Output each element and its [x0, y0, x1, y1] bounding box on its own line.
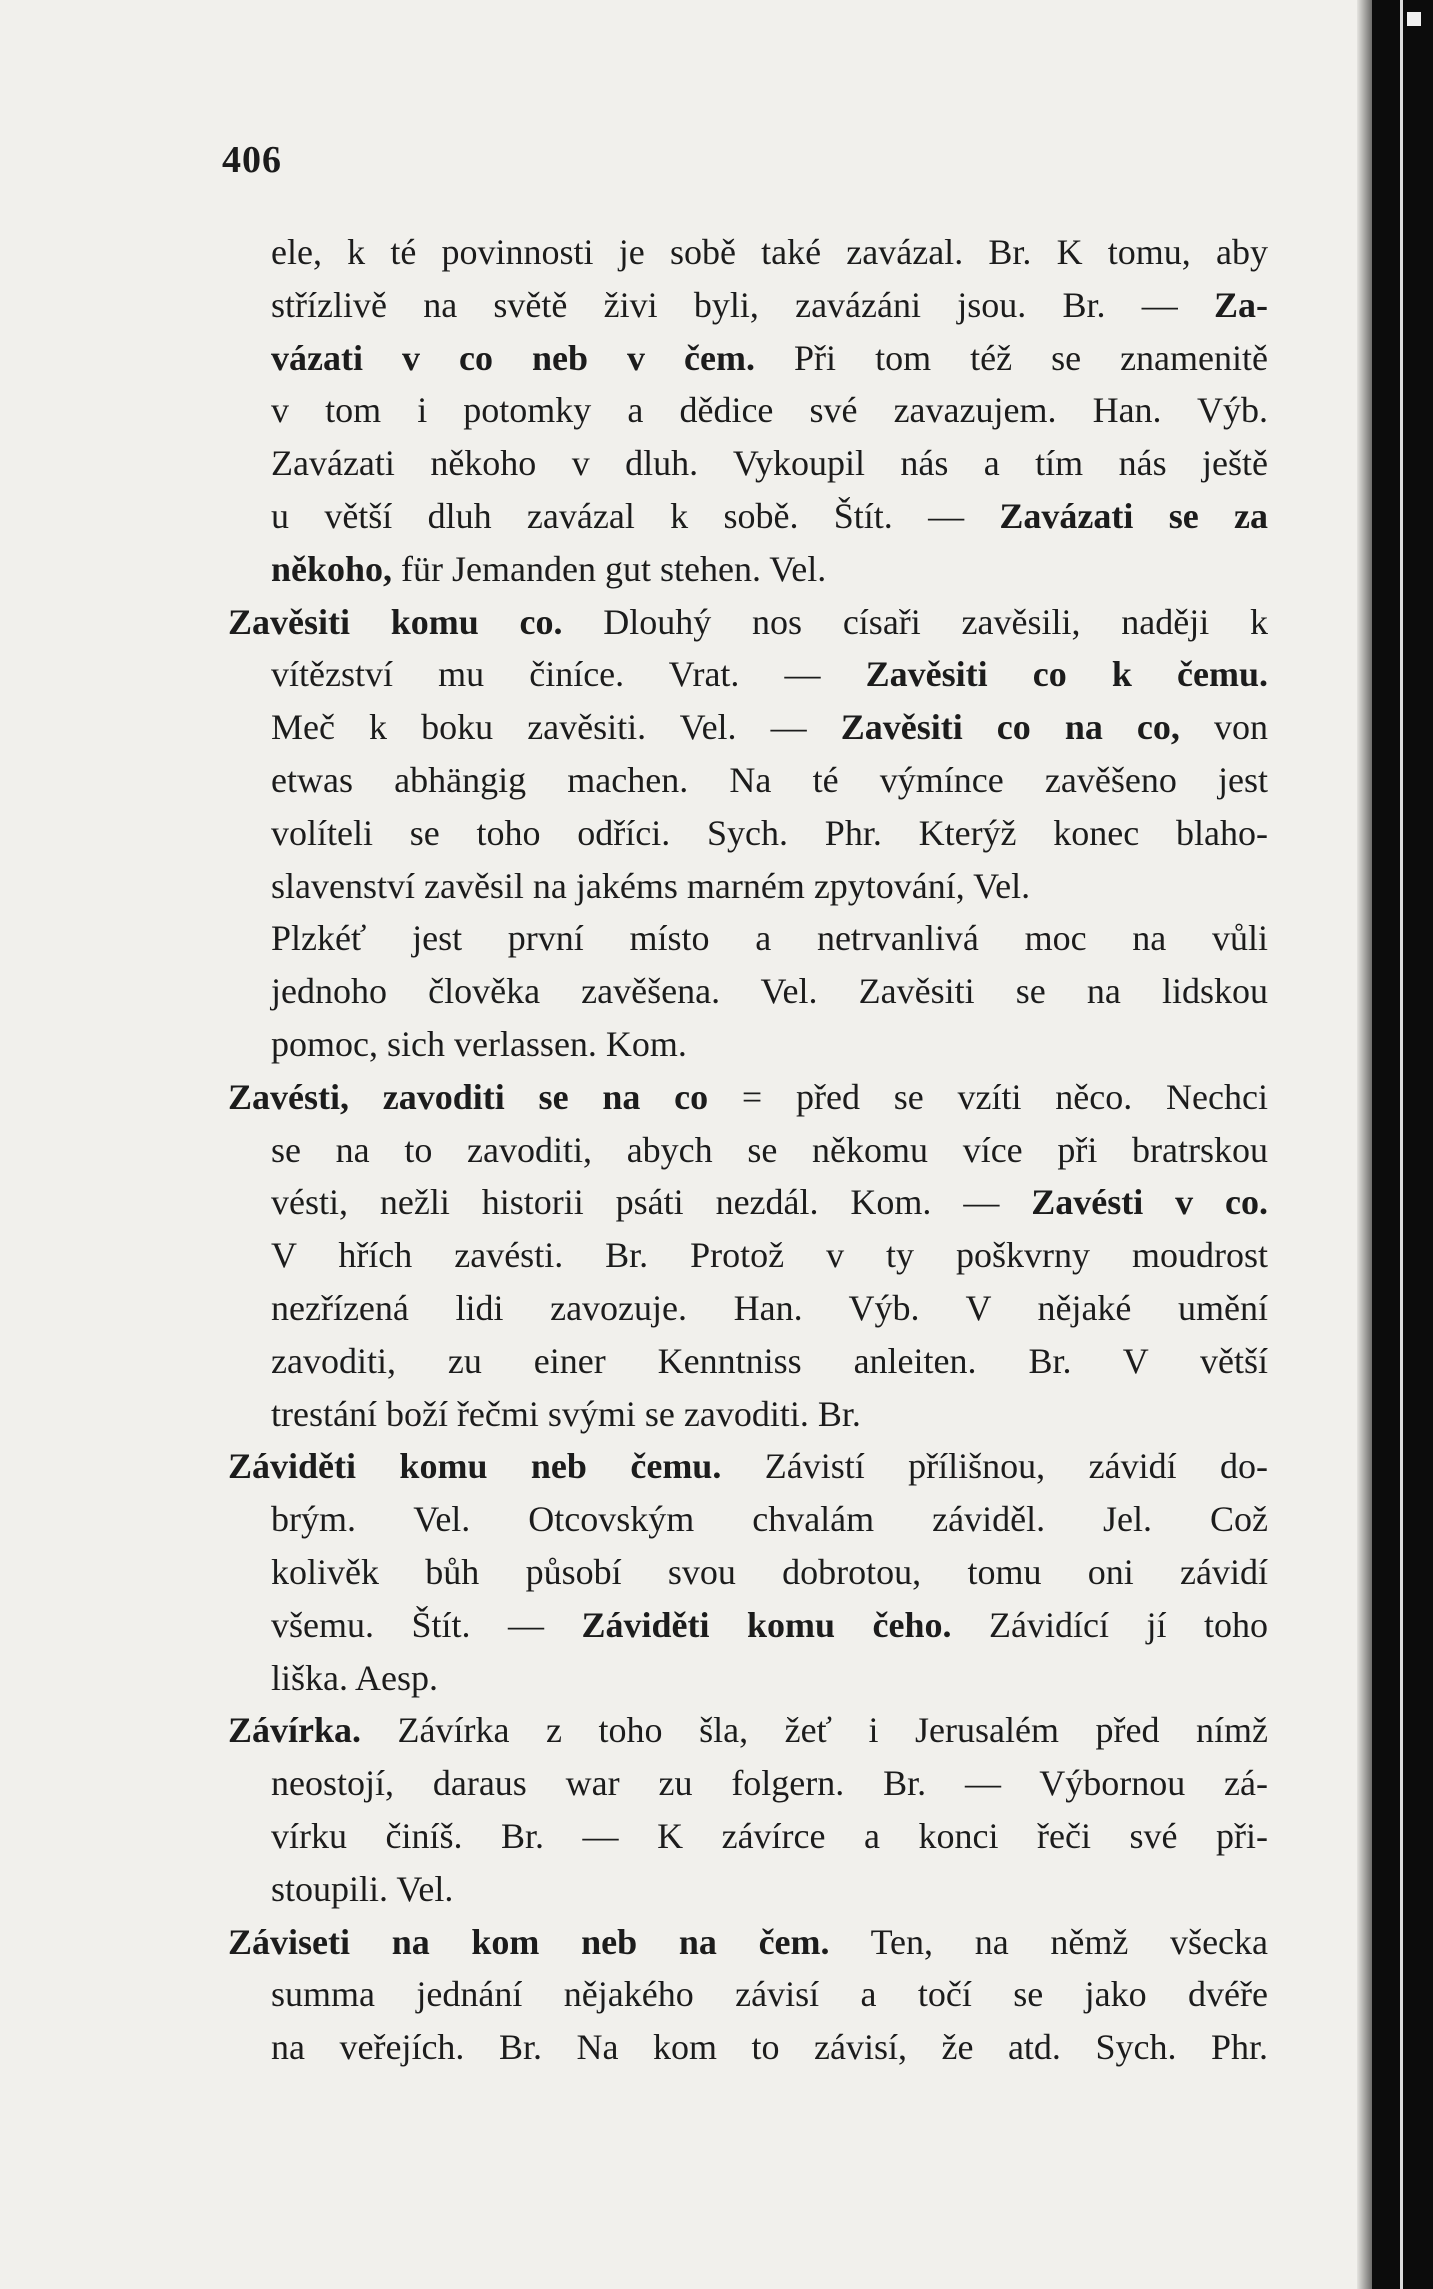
text-line: [228, 1071, 1268, 1124]
text-line: [228, 1546, 1268, 1599]
text-run: V hřích zavésti. Br. Protož v ty poškvrny moudrost: [271, 1235, 1268, 1276]
text-line: [228, 1493, 1268, 1546]
text-run: kolivěk bůh působí svou dobrotou, tomu oni závidí: [271, 1551, 1268, 1592]
text-run: Závírka z toho šla, žeť i Jerusalém před nímž: [361, 1710, 1268, 1751]
text-run: slavenství zavěsil na jakéms marném zpytování, Vel.: [271, 865, 1031, 906]
text-run: v tom i potomky a dědice své zavazujem. Han. Výb.: [271, 390, 1268, 431]
text-line: [228, 1652, 1268, 1705]
text-run: nezřízená lidi zavozuje. Han. Výb. V nějaké umění: [271, 1287, 1268, 1328]
text-run: Ten, na němž všecka: [829, 1921, 1269, 1962]
text-run: volíteli se toho odříci. Sych. Phr. Kterýž konec blaho-: [271, 812, 1268, 853]
text-line: [228, 437, 1268, 490]
text-line: [228, 648, 1268, 701]
text-line: [228, 965, 1268, 1018]
text-line: [228, 1863, 1268, 1916]
page-edge-shadow: [1357, 0, 1372, 2289]
text-run: von: [1179, 707, 1268, 748]
text-line: [228, 490, 1268, 543]
text-run: stoupili. Vel.: [271, 1868, 454, 1909]
headword: Záviděti komu neb čemu.: [228, 1446, 722, 1487]
text-run: Plzkéť jest první místo a netrvanlivá moc na vůli: [271, 918, 1268, 959]
scanner-edge-mark: [1407, 12, 1421, 26]
text-run: pomoc, sich verlassen. Kom.: [271, 1023, 687, 1064]
text-run: trestání boží řečmi svými se zavoditi. Br.: [271, 1393, 861, 1434]
text-run: zavoditi, zu einer Kenntniss anleiten. Br. V větší: [271, 1340, 1268, 1381]
text-run: Dlouhý nos císaři zavěsili, naději k: [562, 601, 1268, 642]
text-run: vítězství mu činíce. Vrat. —: [271, 654, 866, 695]
headword: Závírka.: [228, 1710, 362, 1751]
text-line: [228, 226, 1268, 279]
text-run: Meč k boku zavěsiti. Vel. —: [271, 707, 841, 748]
text-run: Závidící jí toho: [951, 1604, 1268, 1645]
text-line: [228, 1018, 1268, 1071]
text-line: [228, 543, 1268, 596]
text-line: [228, 1704, 1268, 1757]
page-number: 406: [222, 139, 282, 181]
dictionary-text: [228, 226, 1268, 2074]
headword: Zavésti v co.: [1031, 1182, 1269, 1223]
headword: Zavésti, zavoditi se na co: [228, 1076, 709, 1117]
headword: Zavěsiti komu co.: [228, 601, 563, 642]
text-run: Při tom též se znamenitě: [755, 337, 1268, 378]
text-run: všemu. Štít. —: [271, 1604, 582, 1645]
text-run: Závistí přílišnou, závidí do-: [721, 1446, 1268, 1487]
text-line: [228, 860, 1268, 913]
text-line: [228, 1810, 1268, 1863]
text-line: [228, 279, 1268, 332]
headword: někoho,: [271, 548, 393, 589]
text-line: [228, 384, 1268, 437]
text-run: für Jemanden gut stehen. Vel.: [392, 548, 827, 589]
text-line: [228, 912, 1268, 965]
text-run: summa jednání nějakého závisí a točí se jako dvéře: [271, 1974, 1268, 2015]
text-line: [228, 807, 1268, 860]
text-run: se na to zavoditi, abych se někomu více při bratrskou: [271, 1129, 1268, 1170]
text-line: [228, 701, 1268, 754]
text-line: [228, 1599, 1268, 1652]
text-run: ele, k té povinnosti je sobě také zavázal. Br. K tomu, aby: [271, 232, 1268, 272]
text-line: [228, 1229, 1268, 1282]
text-line: [228, 1757, 1268, 1810]
text-line: [228, 1916, 1268, 1969]
text-run: u větší dluh zavázal k sobě. Štít. —: [271, 495, 1000, 536]
text-line: [228, 1335, 1268, 1388]
text-line: [228, 1176, 1268, 1229]
text-run: vírku činíš. Br. — K závírce a konci řeči své při-: [271, 1815, 1268, 1856]
text-run: neostojí, daraus war zu folgern. Br. — Výbornou zá-: [271, 1763, 1268, 1804]
text-line: [228, 332, 1268, 385]
text-run: na veřejích. Br. Na kom to závisí, že atd. Sych. Phr.: [271, 2027, 1268, 2068]
text-run: brým. Vel. Otcovským chvalám záviděl. Jel. Což: [271, 1499, 1268, 1540]
headword: Za-: [1214, 284, 1268, 325]
headword: Zavěsiti co na co,: [840, 707, 1180, 748]
text-run: jednoho člověka zavěšena. Vel. Zavěsiti se na lidskou: [271, 971, 1268, 1012]
text-run: vésti, nežli historii psáti nezdál. Kom. —: [271, 1182, 1032, 1223]
headword: Zavěsiti co k čemu.: [865, 654, 1268, 695]
text-run: Zavázati někoho v dluh. Vykoupil nás a tím nás ještě: [271, 443, 1268, 484]
headword: Záviseti na kom neb na čem.: [228, 1921, 830, 1962]
text-line: [228, 1388, 1268, 1441]
text-line: [228, 1440, 1268, 1493]
text-run: střízlivě na světě živi byli, zavázáni jsou. Br. —: [271, 284, 1214, 325]
headword: Záviděti komu čeho.: [581, 1604, 952, 1645]
text-line: [228, 754, 1268, 807]
text-line: [228, 1968, 1268, 2021]
text-run: liška. Aesp.: [271, 1657, 438, 1698]
text-run: etwas abhängig machen. Na té výmínce zavěšeno jest: [271, 759, 1268, 800]
text-line: [228, 2021, 1268, 2074]
headword: vázati v co neb v čem.: [271, 337, 756, 378]
text-run: = před se vzíti něco. Nechci: [708, 1076, 1268, 1117]
scanner-edge-highlight: [1400, 0, 1403, 2289]
text-line: [228, 1124, 1268, 1177]
text-line: [228, 1282, 1268, 1335]
text-line: [228, 596, 1268, 649]
headword: Zavázati se za: [999, 495, 1268, 536]
